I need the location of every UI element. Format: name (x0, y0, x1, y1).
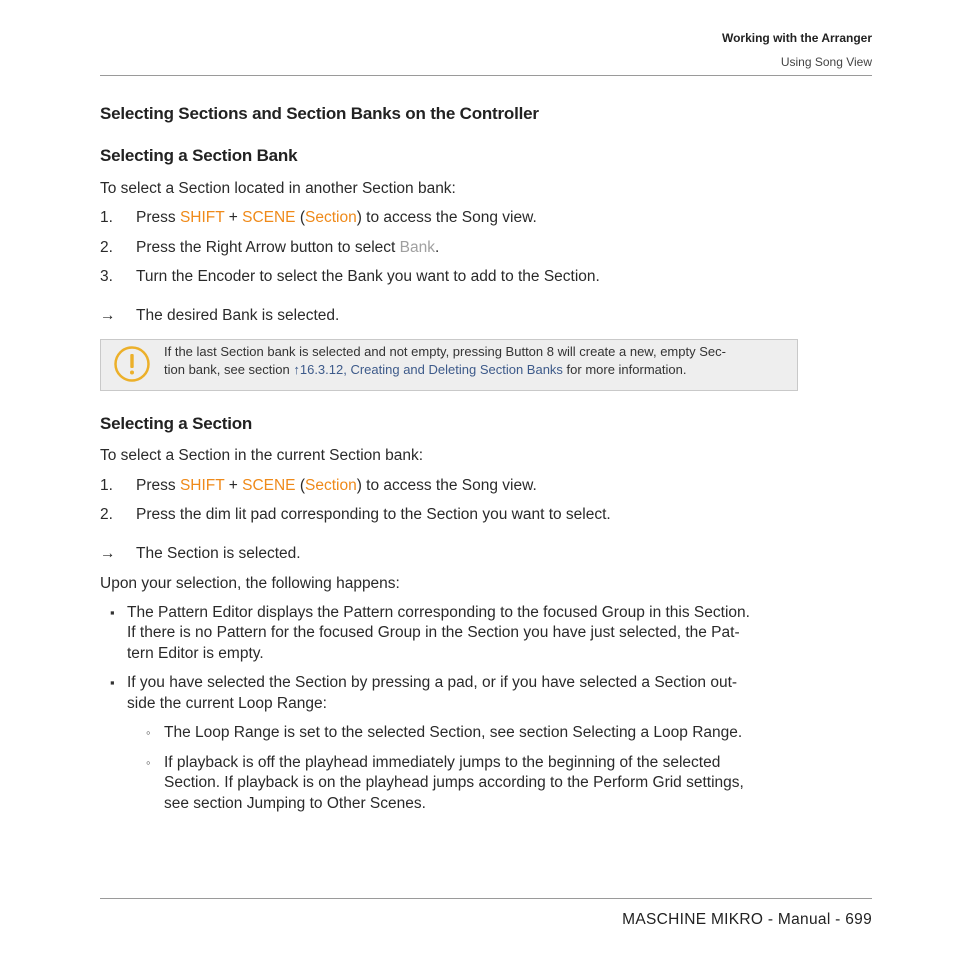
sub-bullet-line: If playback is off the playhead immediately jumps to the beginning of the selected (164, 754, 721, 771)
note-box (100, 339, 798, 391)
heading-select-bank: Selecting a Section Bank (100, 146, 298, 165)
step-text: Press SHIFT + SCENE (Section) to access the Song view. (136, 477, 537, 494)
bank-label-ref: Bank (399, 239, 435, 256)
result-arrow-icon: → (100, 545, 116, 562)
page-title: Selecting Sections and Section Banks on the Controller (100, 104, 539, 123)
exclamation-circle-icon (114, 346, 150, 382)
shift-button-ref: SHIFT (179, 477, 225, 494)
header-divider (100, 75, 872, 76)
footer-divider (100, 898, 872, 899)
section-banks-link[interactable]: ↑16.3.12, Creating and Deleting Section Banks (293, 362, 563, 377)
step-number: 3. (100, 268, 113, 285)
sub-bullet-circle-icon: ◦ (146, 725, 151, 740)
step-number: 1. (100, 209, 113, 226)
step-text: Press the Right Arrow button to select Bank. (136, 239, 440, 256)
result-arrow-icon: → (100, 307, 116, 324)
page-footer: MASCHINE MIKRO - Manual - 699 (622, 911, 872, 928)
bullet-line: tern Editor is empty. (127, 645, 264, 662)
sub-bullet-circle-icon: ◦ (146, 755, 151, 770)
step-number: 2. (100, 506, 113, 523)
heading-select-section: Selecting a Section (100, 414, 253, 433)
step-number: 1. (100, 477, 113, 494)
step-text: Press the dim lit pad corresponding to the Section you want to select. (136, 506, 611, 523)
section-intro: To select a Section in the current Section bank: (100, 447, 424, 464)
sub-bullet-line: The Loop Range is set to the selected Section, see section Selecting a Loop Range. (164, 724, 743, 741)
bullet-line: The Pattern Editor displays the Pattern corresponding to the focused Group in this Section. (127, 604, 750, 621)
bullet-square-icon: ▪ (110, 605, 115, 620)
bullet-line: If you have selected the Section by pressing a pad, or if you have selected a Section out- (127, 674, 738, 691)
bullet-line: side the current Loop Range: (127, 695, 327, 712)
upon-selection-text: Upon your selection, the following happens: (100, 575, 400, 592)
bullet-square-icon: ▪ (110, 675, 115, 690)
note-text: If the last Section bank is selected and not empty, pressing Button 8 will create a new, empty Sec- tion bank, see section ↑16.3.12, Creating and Deleting Section Banks for more information. (164, 344, 726, 377)
bullet-line: If there is no Pattern for the focused Group in the Section you have just selected, the Pat- (127, 624, 740, 641)
bank-intro: To select a Section located in another Section bank: (100, 180, 456, 197)
sub-bullet-line: see section Jumping to Other Scenes. (164, 795, 426, 812)
scene-button-ref: SCENE (242, 477, 296, 494)
running-header-chapter: Working with the Arranger (721, 31, 872, 45)
sub-bullet-line: Section. If playback is on the playhead jumps according to the Perform Grid settings, (164, 774, 744, 791)
scene-button-ref: SCENE (242, 209, 296, 226)
running-header-section: Using Song View (780, 55, 872, 69)
step-number: 2. (100, 239, 113, 256)
shift-button-ref: SHIFT (179, 209, 225, 226)
section-label-ref: Section (304, 209, 357, 226)
step-text: Press SHIFT + SCENE (Section) to access the Song view. (136, 209, 537, 226)
section-label-ref: Section (304, 477, 357, 494)
step-text: Turn the Encoder to select the Bank you want to add to the Section. (136, 268, 600, 285)
